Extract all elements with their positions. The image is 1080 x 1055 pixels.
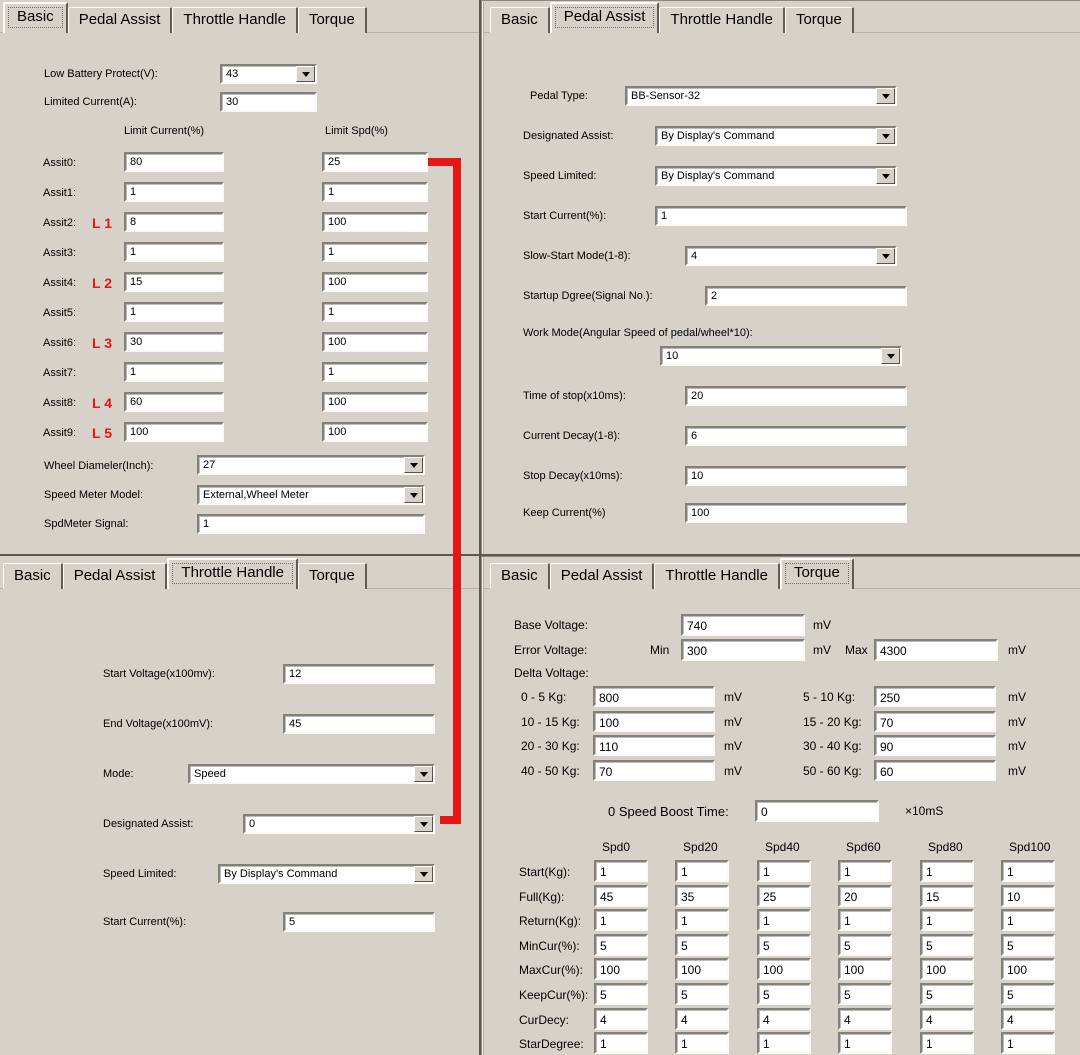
torque-grid-input[interactable]: 5: [838, 934, 892, 956]
end-voltage-label: End Voltage(x100mV):: [103, 718, 214, 730]
torque-grid-input[interactable]: 10: [1001, 885, 1055, 907]
torque-grid-input[interactable]: 1: [920, 860, 974, 882]
speed-limited-label: Speed Limited:: [523, 170, 597, 182]
unit-mv-label: mV: [724, 690, 742, 704]
grid-col-header: Spd0: [602, 840, 631, 854]
delta-voltage-input[interactable]: 90: [874, 735, 996, 756]
wheel-diameter-value: 27: [203, 459, 216, 471]
tabstrip: [0, 558, 479, 589]
panel-torque: [481, 556, 1080, 1055]
keep-current-input[interactable]: 100: [685, 503, 907, 523]
assist-limit-spd-input[interactable]: 25: [322, 152, 428, 172]
torque-grid-input[interactable]: 1: [1001, 1032, 1055, 1054]
assist-limit-current-input[interactable]: 1: [124, 242, 224, 262]
torque-grid-input[interactable]: 5: [675, 934, 729, 956]
speed-meter-model-label: Speed Meter Model:: [44, 489, 144, 501]
assist-row-label: Assit8:: [43, 397, 77, 409]
torque-grid-input[interactable]: 5: [1001, 983, 1055, 1005]
delta-voltage-input[interactable]: 70: [874, 711, 996, 732]
work-mode-select[interactable]: [660, 346, 902, 366]
stop-decay-label: Stop Decay(x10ms):: [523, 470, 623, 482]
low-battery-protect-label: Low Battery Protect(V):: [44, 68, 158, 80]
tabstrip: [0, 2, 479, 33]
base-voltage-input[interactable]: 740: [681, 614, 805, 636]
dropdown-arrow-icon[interactable]: [414, 816, 433, 832]
boost-time-label: 0 Speed Boost Time:: [608, 804, 729, 819]
assist-limit-current-input[interactable]: 8: [124, 212, 224, 232]
assist-limit-spd-input[interactable]: 100: [322, 332, 428, 352]
torque-grid-input[interactable]: 4: [594, 1008, 648, 1030]
delta-range-label: 5 - 10 Kg:: [803, 690, 856, 704]
delta-voltage-input[interactable]: 110: [593, 735, 715, 756]
spdmeter-signal-label: SpdMeter Signal:: [44, 518, 129, 530]
assist-limit-current-input[interactable]: 100: [124, 422, 224, 442]
grid-row-label: Full(Kg):: [519, 890, 565, 904]
assist-level-mark: L 4: [92, 395, 112, 411]
speed-limited-select[interactable]: [218, 864, 435, 884]
tab-basic[interactable]: Basic: [490, 7, 550, 33]
mode-value: Speed: [194, 768, 226, 780]
torque-grid-input[interactable]: 1: [594, 909, 648, 931]
torque-grid-input[interactable]: 5: [920, 934, 974, 956]
low-battery-protect-select[interactable]: [220, 64, 317, 84]
slow-start-mode-select[interactable]: [685, 246, 897, 266]
assist-limit-spd-input[interactable]: 100: [322, 212, 428, 232]
assist-level-mark: L 1: [92, 215, 112, 231]
dropdown-arrow-icon[interactable]: [404, 457, 423, 473]
tab-basic[interactable]: Basic: [490, 563, 550, 589]
speed-meter-model-select[interactable]: [197, 485, 425, 505]
assist-row-label: Assit4:: [43, 277, 77, 289]
torque-grid-input[interactable]: 20: [838, 885, 892, 907]
grid-row-label: KeepCur(%):: [519, 988, 589, 1002]
grid-col-header: Spd40: [765, 840, 800, 854]
unit-mv-label: mV: [813, 618, 831, 632]
designated-assist-select[interactable]: [655, 126, 897, 146]
assist-level-mark: L 5: [92, 425, 112, 441]
grid-row-label: Return(Kg):: [519, 914, 582, 928]
torque-grid-input[interactable]: 1: [757, 1032, 811, 1054]
assist-limit-spd-input[interactable]: 1: [322, 362, 428, 382]
assist-limit-current-input[interactable]: 15: [124, 272, 224, 292]
error-voltage-label: Error Voltage:: [514, 643, 588, 657]
torque-grid-input[interactable]: 1: [675, 860, 729, 882]
assist-row-label: Assit6:: [43, 337, 77, 349]
pedal-type-select[interactable]: [625, 86, 897, 106]
tab-torque[interactable]: Torque: [780, 558, 854, 589]
dropdown-arrow-icon[interactable]: [414, 766, 433, 782]
assist-level-mark: L 2: [92, 275, 112, 291]
assist-row-label: Assit7:: [43, 367, 77, 379]
tab-torque[interactable]: Torque: [785, 7, 854, 33]
torque-grid-input[interactable]: 5: [757, 934, 811, 956]
torque-grid-input[interactable]: 5: [594, 934, 648, 956]
time-of-stop-label: Time of stop(x10ms):: [523, 390, 626, 402]
speed-limited-value: By Display's Command: [661, 170, 775, 182]
delta-range-label: 0 - 5 Kg:: [521, 690, 567, 704]
unit-mv-label: mV: [724, 739, 742, 753]
torque-grid-input[interactable]: 1: [594, 860, 648, 882]
delta-voltage-input[interactable]: 60: [874, 760, 996, 781]
end-voltage-input[interactable]: 45: [283, 714, 435, 734]
torque-grid-input[interactable]: 5: [757, 983, 811, 1005]
torque-grid-input[interactable]: 100: [594, 958, 648, 980]
assist-limit-current-input[interactable]: 1: [124, 362, 224, 382]
low-battery-protect-value: 43: [226, 68, 239, 80]
grid-col-header: Spd60: [846, 840, 881, 854]
tab-pedal-assist[interactable]: Pedal Assist: [68, 7, 173, 33]
delta-range-label: 15 - 20 Kg:: [803, 715, 862, 729]
annotation-line-vertical: [453, 158, 461, 824]
boost-time-unit: ×10mS: [905, 804, 944, 818]
delta-voltage-input[interactable]: 800: [593, 686, 715, 707]
assist-row-label: Assit2:: [43, 217, 77, 229]
delta-range-label: 40 - 50 Kg:: [521, 764, 580, 778]
slow-start-mode-label: Slow-Start Mode(1-8):: [523, 250, 631, 262]
torque-grid-input[interactable]: 15: [920, 885, 974, 907]
torque-grid-input[interactable]: 100: [838, 958, 892, 980]
torque-grid-input[interactable]: 5: [594, 983, 648, 1005]
panel-throttle-handle: [0, 556, 479, 1055]
delta-voltage-label: Delta Voltage:: [514, 666, 589, 680]
grid-col-header: Spd20: [683, 840, 718, 854]
tabstrip: [481, 558, 1080, 589]
assist-limit-current-input[interactable]: 1: [124, 302, 224, 322]
assist-limit-spd-input[interactable]: 1: [322, 302, 428, 322]
speed-limited-select[interactable]: [655, 166, 897, 186]
assist-limit-spd-input[interactable]: 100: [322, 272, 428, 292]
start-voltage-input[interactable]: 12: [283, 664, 435, 684]
assist-row-label: Assit3:: [43, 247, 77, 259]
dropdown-arrow-icon[interactable]: [876, 128, 895, 144]
assist-limit-spd-input[interactable]: 100: [322, 422, 428, 442]
limit-spd-header: Limit Spd(%): [325, 125, 388, 137]
torque-grid-input[interactable]: 1: [594, 1032, 648, 1054]
grid-row-label: StarDegree:: [519, 1037, 584, 1051]
assist-limit-spd-input[interactable]: 1: [322, 182, 428, 202]
torque-grid-input[interactable]: 1: [757, 909, 811, 931]
torque-grid-input[interactable]: 4: [838, 1008, 892, 1030]
annotation-line-bottom: [440, 816, 461, 824]
torque-grid-input[interactable]: 4: [1001, 1008, 1055, 1030]
tab-pedal-assist[interactable]: Pedal Assist: [550, 563, 655, 589]
wheel-diameter-label: Wheel Diameler(Inch):: [44, 460, 154, 472]
min-label: Min: [650, 643, 670, 657]
slow-start-mode-value: 4: [691, 250, 698, 262]
unit-mv-label: mV: [813, 643, 831, 657]
designated-assist-select[interactable]: [243, 814, 435, 834]
tab-throttle-handle[interactable]: Throttle Handle: [659, 7, 785, 33]
tab-throttle-handle[interactable]: Throttle Handle: [172, 7, 298, 33]
torque-grid-input[interactable]: 1: [1001, 909, 1055, 931]
assist-limit-spd-input[interactable]: 100: [322, 392, 428, 412]
designated-assist-value: 0: [249, 818, 256, 830]
delta-range-label: 30 - 40 Kg:: [803, 739, 862, 753]
grid-col-header: Spd80: [928, 840, 963, 854]
tabstrip: [481, 2, 1080, 33]
startup-dgree-input[interactable]: 2: [705, 286, 907, 306]
dropdown-arrow-icon[interactable]: [881, 348, 900, 364]
assist-limit-current-input[interactable]: 30: [124, 332, 224, 352]
delta-range-label: 50 - 60 Kg:: [803, 764, 862, 778]
assist-row-label: Assit5:: [43, 307, 77, 319]
speed-limited-value: By Display's Command: [224, 868, 338, 880]
start-current-input[interactable]: 1: [655, 206, 907, 226]
dropdown-arrow-icon[interactable]: [876, 248, 895, 264]
torque-grid-input[interactable]: 1: [1001, 860, 1055, 882]
tab-throttle-handle[interactable]: Throttle Handle: [654, 563, 780, 589]
max-label: Max: [845, 643, 868, 657]
limited-current-label: Limited Current(A):: [44, 96, 137, 108]
stop-decay-input[interactable]: 10: [685, 466, 907, 486]
keep-current-label: Keep Current(%): [523, 507, 606, 519]
torque-grid-input[interactable]: 100: [920, 958, 974, 980]
torque-grid-input[interactable]: 1: [757, 860, 811, 882]
torque-grid-input[interactable]: 100: [1001, 958, 1055, 980]
tab-throttle-handle[interactable]: Throttle Handle: [167, 558, 298, 589]
tab-torque[interactable]: Torque: [298, 563, 367, 589]
boost-time-input[interactable]: 0: [755, 800, 879, 822]
work-mode-label: Work Mode(Angular Speed of pedal/wheel*10):: [523, 327, 753, 339]
tab-torque[interactable]: Torque: [298, 7, 367, 33]
base-voltage-label: Base Voltage:: [514, 618, 589, 632]
designated-assist-label: Designated Assist:: [103, 818, 194, 830]
delta-voltage-input[interactable]: 100: [593, 711, 715, 732]
torque-grid-input[interactable]: 5: [838, 983, 892, 1005]
assist-limit-spd-input[interactable]: 1: [322, 242, 428, 262]
assist-row-label: Assit9:: [43, 427, 77, 439]
torque-grid-input[interactable]: 1: [838, 1032, 892, 1054]
torque-grid-input[interactable]: 35: [675, 885, 729, 907]
speed-meter-model-value: External,Wheel Meter: [203, 489, 309, 501]
torque-grid-input[interactable]: 1: [838, 909, 892, 931]
torque-grid-input[interactable]: 100: [675, 958, 729, 980]
tab-pedal-assist[interactable]: Pedal Assist: [550, 2, 660, 33]
current-decay-input[interactable]: 6: [685, 426, 907, 446]
delta-voltage-input[interactable]: 70: [593, 760, 715, 781]
wheel-diameter-select[interactable]: [197, 455, 425, 475]
grid-row-label: MaxCur(%):: [519, 963, 584, 977]
limited-current-input[interactable]: 30: [220, 92, 317, 112]
assist-limit-current-input[interactable]: 80: [124, 152, 224, 172]
unit-mv-label: mV: [1008, 690, 1026, 704]
unit-mv-label: mV: [1008, 643, 1026, 657]
unit-mv-label: mV: [1008, 739, 1026, 753]
torque-grid-input[interactable]: 1: [920, 1032, 974, 1054]
torque-grid-input[interactable]: 100: [757, 958, 811, 980]
mode-select[interactable]: [188, 764, 435, 784]
dropdown-arrow-icon[interactable]: [414, 866, 433, 882]
unit-mv-label: mV: [724, 764, 742, 778]
start-current-input[interactable]: 5: [283, 912, 435, 932]
delta-range-label: 10 - 15 Kg:: [521, 715, 580, 729]
start-voltage-label: Start Voltage(x100mv):: [103, 668, 215, 680]
unit-mv-label: mV: [1008, 715, 1026, 729]
speed-limited-label: Speed Limited:: [103, 868, 177, 880]
dropdown-arrow-icon[interactable]: [404, 487, 423, 503]
torque-grid-input[interactable]: 5: [920, 983, 974, 1005]
grid-row-label: Start(Kg):: [519, 865, 571, 879]
tab-basic[interactable]: Basic: [3, 563, 63, 589]
start-current-label: Start Current(%):: [103, 916, 187, 928]
assist-limit-current-input[interactable]: 60: [124, 392, 224, 412]
spdmeter-signal-input[interactable]: 1: [197, 514, 425, 534]
start-current-label: Start Current(%):: [523, 210, 607, 222]
current-decay-label: Current Decay(1-8):: [523, 430, 621, 442]
dropdown-arrow-icon[interactable]: [296, 66, 315, 82]
pedal-type-label: Pedal Type:: [530, 90, 588, 102]
tab-basic[interactable]: Basic: [3, 2, 68, 33]
torque-grid-input[interactable]: 1: [675, 1032, 729, 1054]
startup-dgree-label: Startup Dgree(Signal No.):: [523, 290, 653, 302]
error-max-input[interactable]: 4300: [874, 639, 998, 661]
unit-mv-label: mV: [724, 715, 742, 729]
assist-row-label: Assit1:: [43, 187, 77, 199]
torque-grid-input[interactable]: 4: [920, 1008, 974, 1030]
grid-row-label: CurDecy:: [519, 1013, 570, 1027]
torque-grid-input[interactable]: 4: [675, 1008, 729, 1030]
torque-grid-input[interactable]: 1: [920, 909, 974, 931]
work-mode-value: 10: [666, 350, 679, 362]
designated-assist-value: By Display's Command: [661, 130, 775, 142]
delta-voltage-input[interactable]: 250: [874, 686, 996, 707]
time-of-stop-input[interactable]: 20: [685, 386, 907, 406]
dropdown-arrow-icon[interactable]: [876, 88, 895, 104]
assist-limit-current-input[interactable]: 1: [124, 182, 224, 202]
assist-row-label: Assit0:: [43, 157, 77, 169]
torque-grid-input[interactable]: 25: [757, 885, 811, 907]
limit-current-header: Limit Current(%): [124, 125, 205, 137]
dropdown-arrow-icon[interactable]: [876, 168, 895, 184]
assist-level-mark: L 3: [92, 335, 112, 351]
torque-grid-input[interactable]: 1: [675, 909, 729, 931]
torque-grid-input[interactable]: 5: [1001, 934, 1055, 956]
delta-range-label: 20 - 30 Kg:: [521, 739, 580, 753]
panel-basic: [0, 0, 479, 554]
grid-row-label: MinCur(%):: [519, 939, 580, 953]
tab-pedal-assist[interactable]: Pedal Assist: [63, 563, 168, 589]
torque-grid-input[interactable]: 45: [594, 885, 648, 907]
mode-label: Mode:: [103, 768, 134, 780]
designated-assist-label: Designated Assist:: [523, 130, 614, 142]
error-min-input[interactable]: 300: [681, 639, 805, 661]
torque-grid-input[interactable]: 1: [838, 860, 892, 882]
grid-col-header: Spd100: [1009, 840, 1051, 854]
panel-pedal-assist: [481, 0, 1080, 554]
torque-grid-input[interactable]: 5: [675, 983, 729, 1005]
unit-mv-label: mV: [1008, 764, 1026, 778]
pedal-type-value: BB-Sensor-32: [631, 90, 701, 102]
torque-grid-input[interactable]: 4: [757, 1008, 811, 1030]
